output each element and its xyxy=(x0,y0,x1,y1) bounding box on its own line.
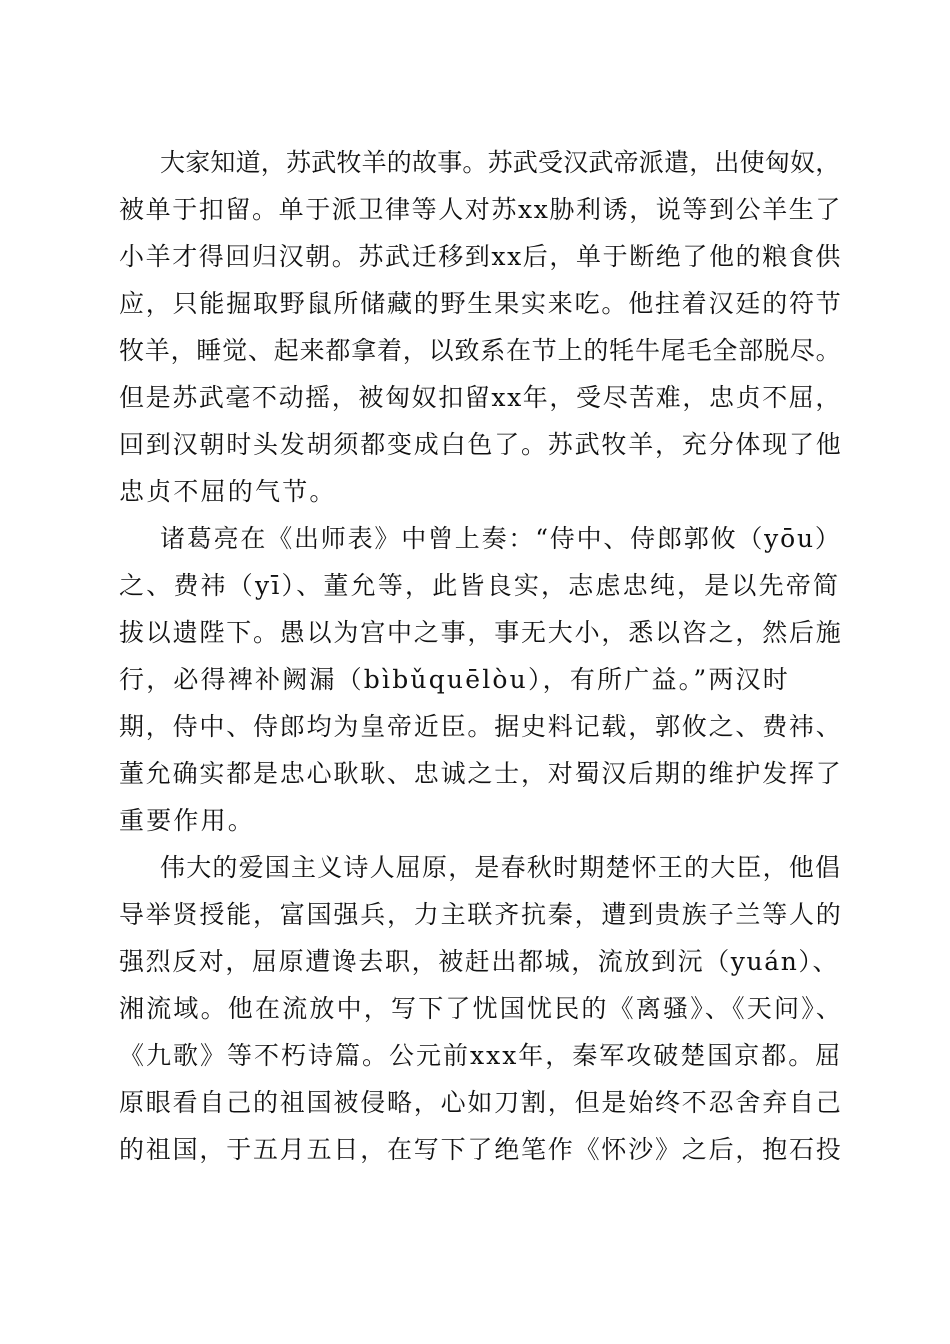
paragraph-1-line-8: 忠贞不屈的气节。 xyxy=(119,477,337,506)
paragraph-3-line-2: 导举贤授能，富国强兵，力主联齐抗秦，遭到贵族子兰等人的 xyxy=(119,900,843,929)
paragraph-3-line-4: 湘流域。他在流放中，写下了忧国忧民的《离骚》、《天问》、 xyxy=(119,994,844,1023)
paragraph-1-line-2: 被单于扣留。单于派卫律等人对苏xx胁利诱，说等到公羊生了 xyxy=(119,195,843,224)
paragraph-3-line-1: 伟大的爱国主义诗人屈原，是春秋时期楚怀王的大臣，他倡 xyxy=(160,853,842,882)
paragraph-2-line-4: 行，必得裨补阙漏（bìbǔquēlòu），有所广益。”两汉时 xyxy=(119,665,790,694)
paragraph-1-line-4: 应，只能掘取野鼠所储藏的野生果实来吃。他拄着汉廷的符节 xyxy=(119,289,843,318)
paragraph-1-line-1: 大家知道，苏武牧羊的故事。苏武受汉武帝派遣，出使匈奴， xyxy=(160,148,841,177)
paragraph-2-line-1: 诸葛亮在《出师表》中曾上奏：“侍中、侍郎郭攸（yōu） xyxy=(160,524,842,553)
paragraph-2-line-3: 拔以遗陛下。愚以为宫中之事，事无大小，悉以咨之，然后施 xyxy=(119,618,843,647)
paragraph-1-line-3: 小羊才得回归汉朝。苏武迁移到xx后，单于断绝了他的粮食供 xyxy=(119,242,843,271)
paragraph-2-line-5: 期，侍中、侍郎均为皇帝近臣。据史料记载，郭攸之、费祎、 xyxy=(119,712,843,741)
paragraph-1-line-5: 牧羊，睡觉、起来都拿着，以致系在节上的牦牛尾毛全部脱尽。 xyxy=(119,336,842,365)
paragraph-2-line-6: 董允确实都是忠心耿耿、忠诚之士，对蜀汉后期的维护发挥了 xyxy=(119,759,843,788)
paragraph-2-line-2: 之、费祎（yī）、董允等，此皆良实，志虑忠纯，是以先帝简 xyxy=(119,571,841,600)
paragraph-3-line-7: 的祖国，于五月五日，在写下了绝笔作《怀沙》之后，抱石投 xyxy=(119,1135,843,1164)
paragraph-1-line-7: 回到汉朝时头发胡须都变成白色了。苏武牧羊，充分体现了他 xyxy=(119,430,843,459)
paragraph-2-line-7: 重要作用。 xyxy=(119,806,256,835)
paragraph-3-line-5: 《九歌》等不朽诗篇。公元前xxx年，秦军攻破楚国京都。屈 xyxy=(119,1041,843,1070)
paragraph-3-line-3: 强烈反对，屈原遭谗去职，被赶出都城，流放到沅（yuán）、 xyxy=(119,947,840,976)
paragraph-3-line-6: 原眼看自己的祖国被侵略，心如刀割，但是始终不忍舍弃自己 xyxy=(119,1088,843,1117)
paragraph-1-line-6: 但是苏武毫不动摇，被匈奴扣留xx年，受尽苦难，忠贞不屈， xyxy=(119,383,843,412)
